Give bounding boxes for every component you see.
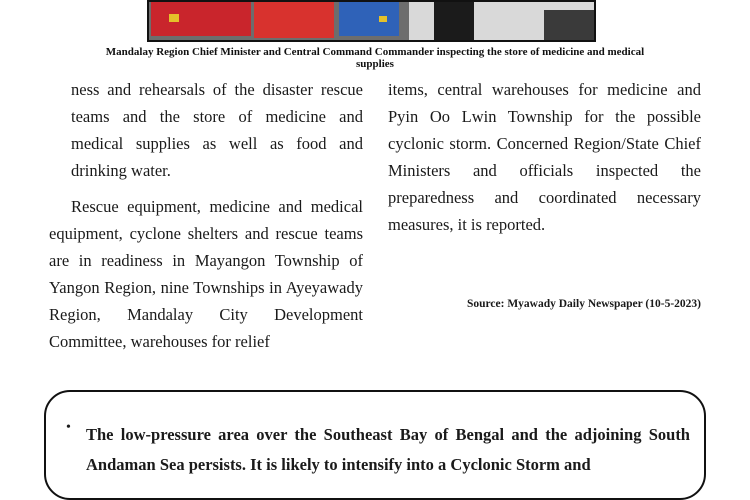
article-source: Source: Myawady Daily Newspaper (10-5-2023) bbox=[466, 298, 701, 310]
article-paragraph: Rescue equipment, medicine and medical equipment, cyclone shelters and rescue teams are in readiness in Mayangon Township of Yangon Region, nine Townships in Ayeyawady Region, Mandalay City Development Committee, warehouses for relief bbox=[49, 197, 363, 351]
photo-blue-crate bbox=[339, 2, 399, 36]
inspection-photo bbox=[147, 0, 596, 42]
photo-red-crate bbox=[254, 2, 334, 38]
article-left-column bbox=[49, 76, 363, 355]
article-paragraph: items, central warehouses for medicine and Pyin Oo Lwin Township for the possible cyclonic storm. Concerned Region/State Chief Ministers and officials inspected the preparedness and coordinated necessary measures, it is reported. bbox=[388, 80, 701, 234]
photo-person bbox=[544, 10, 596, 42]
photo-caption: Mandalay Region Chief Minister and Central Command Commander inspecting the store of medicine and medical supplies bbox=[105, 46, 645, 70]
article-right-column bbox=[388, 76, 701, 238]
photo-yellow-label bbox=[379, 16, 387, 22]
photo-person bbox=[434, 2, 474, 42]
bullet-icon: • bbox=[66, 420, 71, 435]
photo-yellow-label bbox=[169, 14, 179, 22]
highlight-list-item: The low-pressure area over the Southeast Bay of Bengal and the adjoining South Andaman Sea persists. It is likely to intensify into a Cyclonic Storm and bbox=[86, 425, 690, 474]
article-paragraph: ness and rehearsals of the disaster rescue teams and the store of medicine and medical supplies as well as food and drinking water. bbox=[71, 80, 363, 180]
photo-red-crate bbox=[151, 2, 251, 36]
highlight-box bbox=[44, 390, 706, 500]
